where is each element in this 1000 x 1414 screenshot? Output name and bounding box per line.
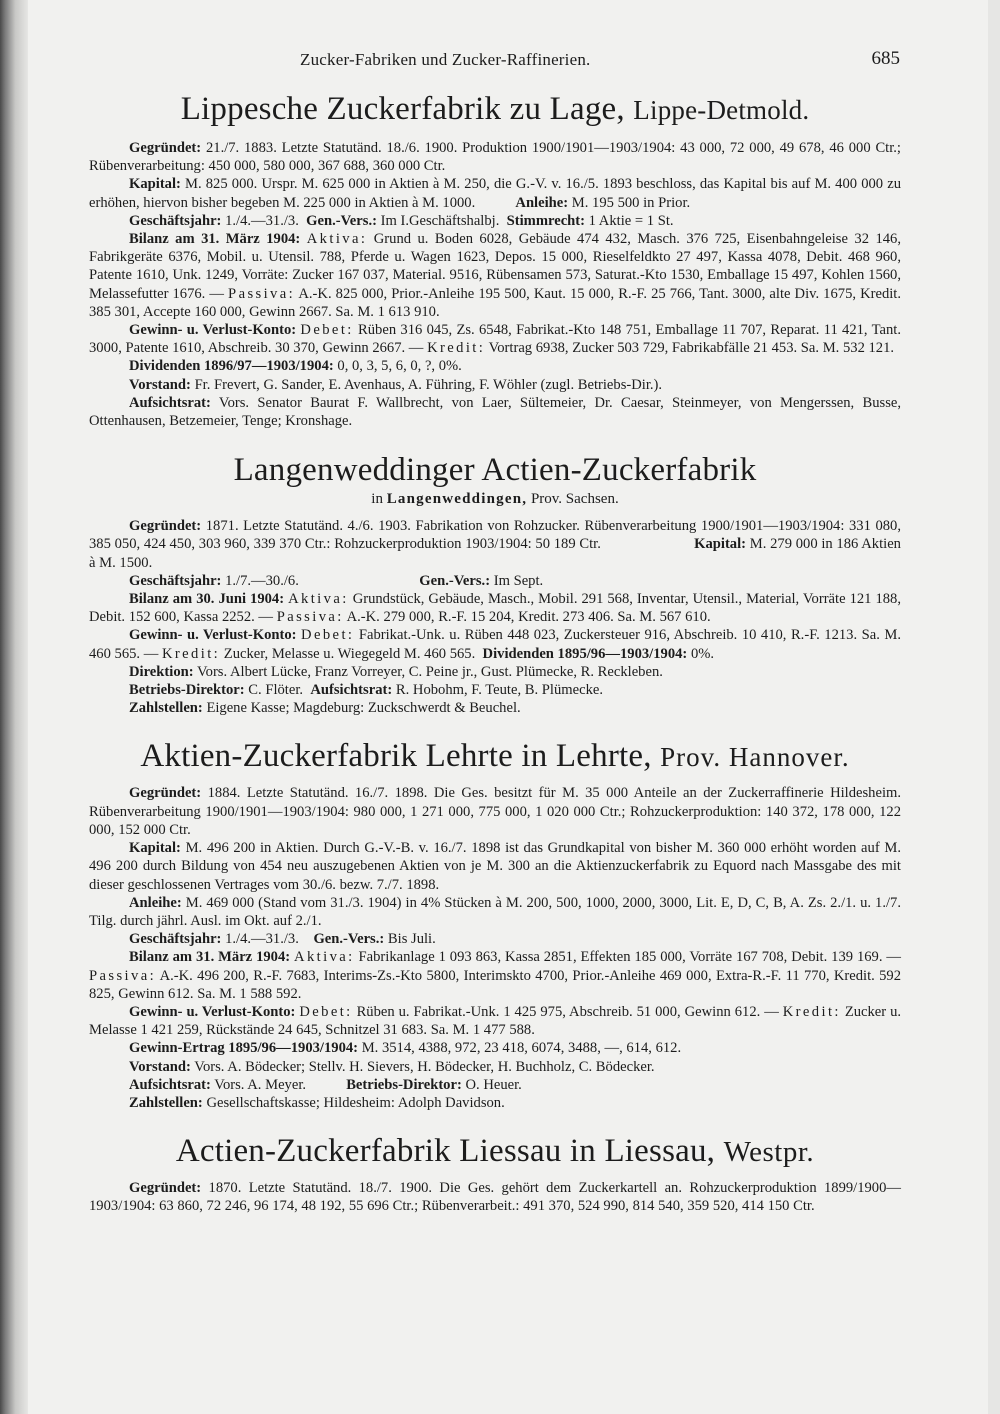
running-head	[0, 48, 1000, 72]
label: Aktiva:	[306, 231, 368, 248]
running-head-title: Zucker-Fabriken und Zucker-Raffinerien.	[300, 50, 591, 69]
fiscal-paragraph	[89, 572, 901, 590]
text: O. Heuer.	[465, 1076, 522, 1093]
text: M. 3514, 4388, 972, 23 418, 6074, 3488, —, 614, 612.	[361, 1040, 682, 1057]
label: Kapital:	[129, 840, 181, 857]
text: M. 496 200 in Aktien. Durch G.-V.-B. v. 16./7. 1898 ist das Grundkapital von bisher M. 360 000 erhöht worden auf M. 496 200 durch Bildung von 454 neu auszugebenen Aktien von je M. 300 an die Aktienzuckerfabrik zu Equord nach Massgabe des mit dieser geschlossenen Vertrages vom 30./6. bezw. 7./7. 1898.	[89, 840, 901, 893]
supervisory-paragraph	[89, 394, 901, 430]
text: Im I.Geschäftshalbj.	[380, 212, 500, 229]
text: Fr. Frevert, G. Sander, E. Avenhaus, A. Führing, F. Wöhler (zugl. Betriebs-Dir.).	[194, 376, 663, 393]
text: 1./7.—30./6.	[225, 572, 299, 589]
label: Debet:	[301, 627, 355, 644]
text: Fabrikat.-Unk. u. Rüben 448 023, Zuckersteuer 916, Abschreib. 10 410, R.-F. 1213. Sa. M. 460 565. —	[89, 627, 901, 662]
company-location: Prov. Hannover.	[660, 742, 850, 773]
label: Geschäftsjahr:	[129, 212, 222, 229]
label: Geschäftsjahr:	[129, 572, 222, 589]
balance-paragraph	[89, 590, 901, 626]
dividends-paragraph	[89, 357, 901, 375]
text: A.-K. 825 000, Prior.-Anleihe 195 500, Kaut. 15 000, R.-F. 25 766, Tant. 3000, alte Div. 1675, Kredit. 385 301, Accepte 160 000, Gewinn 2667. Sa. M. 1 613 910.	[89, 285, 902, 320]
label: Betriebs-Direktor:	[346, 1076, 462, 1093]
text: 1 Aktie = 1 St.	[588, 212, 674, 229]
text: 0, 0, 3, 5, 6, 0, ?, 0%.	[337, 358, 462, 375]
location-place: Langenweddingen,	[386, 491, 528, 508]
label: Bilanz am 31. März 1904:	[129, 231, 301, 248]
label: Gen.-Vers.:	[419, 572, 491, 589]
text: Grund u. Boden 6028, Gebäude 474 432, Masch. 376 725, Eisenbahngeleise 32 146, Fabrikgeräte 6376, Mobil. u. Utensil. 788, Pferde u. Wagen 1623, Depos. 15 000, Rieselfeldkto 27 497, Kassa 4078, Debit. 468 960, Patente 1610, Unk. 1249, Vorräte: Zucker 167 037, Material. 9516, Rübensamen 573, Saturat.-Kto 1530, Emballage 15 497, Kohlen 1560, Melassefutter 1676. —	[89, 231, 901, 302]
text: Zucker u. Melasse 1 421 259, Rückstände 24 645, Schnitzel 31 683. Sa. M. 1 477 588.	[89, 1003, 902, 1039]
entry-liessau	[89, 1130, 901, 1215]
label: Gewinn- u. Verlust-Konto:	[129, 322, 297, 339]
supervisory-paragraph	[89, 1076, 901, 1094]
text: 1./4.—31./3.	[225, 931, 299, 948]
text: 1871. Letzte Statutänd. 4./6. 1903. Fabrikation von Rohzucker. Rübenverarbeitung 1900/1901—1903/1904: 331 080, 385 050, 424 450, 303 960, 339 370 Ctr.: Rohzuckerproduktion 1903/1904: 50 189 Ctr.	[89, 518, 901, 553]
label: Passiva:	[276, 609, 344, 626]
text: Vors. Albert Lücke, Franz Vorreyer, C. Peine jr., Gust. Plümecke, R. Reckleben.	[196, 663, 663, 680]
text: 1870. Letzte Statutänd. 18./7. 1900. Die Ges. gehört dem Zuckerkartell an. Rohzuckerproduktion 1899/1900—1903/1904: 63 860, 72 246, 96 174, 48 192, 55 696 Ctr.; Rübenverarbeit.: 491 370, 524 990, 814 540, 359 520, 414 150 Ctr.	[89, 1180, 901, 1215]
label: Gewinn- u. Verlust-Konto:	[129, 627, 297, 644]
text: Vortrag 6938, Zucker 503 729, Fabrikabfälle 21 453. Sa. M. 532 121.	[488, 340, 895, 357]
label: Geschäftsjahr:	[129, 931, 222, 948]
company-location	[89, 490, 901, 509]
label: Aktiva:	[288, 591, 349, 608]
label: Gegründet:	[129, 785, 202, 802]
label: Anleihe:	[129, 894, 182, 911]
text: M. 195 500 in Prior.	[571, 194, 691, 211]
label: Aufsichtsrat:	[129, 1076, 211, 1093]
label: Passiva:	[89, 967, 157, 984]
founded-paragraph	[89, 784, 901, 839]
direction-paragraph	[89, 663, 901, 681]
label: Gewinn-Ertrag 1895/96—1903/1904:	[129, 1040, 359, 1057]
founded-paragraph	[89, 517, 901, 572]
entry-langenweddinger	[89, 450, 901, 717]
text: Fabrikanlage 1 093 863, Kassa 2851, Effekten 185 000, Vorräte 167 708, Debit. 139 169. —	[358, 949, 901, 966]
text: Grundstück, Gebäude, Masch., Mobil. 291 568, Inventar, Utensil., Material, Vorräte 121 188, Debit. 152 600, Kassa 2252. —	[89, 591, 902, 626]
label: Kapital:	[694, 536, 747, 553]
text: Vors. Senator Baurat F. Wallbrecht, von Laer, Sültemeier, Dr. Caesar, Steinmeyer, von Mengerssen, Busse, Ottenhausen, Betzemeier, Tenge; Kronshage.	[89, 394, 901, 430]
label: Passiva:	[228, 285, 296, 302]
label: Betriebs-Direktor:	[129, 682, 245, 699]
balance-paragraph	[89, 948, 901, 1003]
company-location: Lippe-Detmold.	[633, 95, 810, 125]
founded-paragraph	[89, 139, 901, 175]
fiscal-paragraph	[89, 930, 901, 948]
ops-director-paragraph	[89, 681, 901, 699]
text: 1884. Letzte Statutänd. 16./7. 1898. Die Ges. besitzt für M. 35 000 Anteile an der Zuckerraffinerie Hildesheim. Rübenverarbeitung 1900/1901—1903/1904: 980 000, 1 271 000, 775 000, 1 020 000 Ctr.; Rohzuckerproduktion: 140 372, 178 000, 122 000, 152 000 Ctr.	[89, 785, 901, 838]
location-suffix: Prov. Sachsen.	[530, 491, 619, 508]
paying-agents-paragraph	[89, 1094, 901, 1112]
label: Gegründet:	[129, 140, 202, 156]
label: Gegründet:	[129, 518, 202, 535]
label: Kredit:	[161, 645, 221, 662]
label: Kredit:	[782, 1003, 841, 1020]
profit-loss-paragraph	[89, 1003, 901, 1039]
text: Rüben u. Fabrikat.-Unk. 1 425 975, Abschreib. 51 000, Gewinn 612. —	[356, 1003, 779, 1020]
company-name: Lippesche Zuckerfabrik zu Lage,	[180, 91, 625, 127]
label: Debet:	[299, 1003, 353, 1020]
company-location: Westpr.	[723, 1136, 815, 1169]
label: Gewinn- u. Verlust-Konto:	[129, 1003, 296, 1020]
text: 21./7. 1883. Letzte Statutänd. 18./6. 1900. Produktion 1900/1901—1903/1904: 43 000, 72 000, 49 678, 46 000 Ctr.; Rübenverarbeitung: 450 000, 580 000, 367 688, 360 000 Ctr.	[89, 140, 901, 175]
text: C. Flöter.	[248, 682, 304, 699]
company-title	[89, 735, 901, 778]
company-name: Actien-Zuckerfabrik Liessau in Liessau,	[175, 1133, 716, 1170]
label: Aufsichtsrat:	[310, 682, 393, 699]
company-name: Aktien-Zuckerfabrik Lehrte in Lehrte,	[140, 738, 652, 775]
text: Vors. A. Meyer.	[214, 1076, 307, 1093]
label: Vorstand:	[129, 376, 191, 393]
capital-paragraph	[89, 175, 901, 211]
label: Bilanz am 31. März 1904:	[129, 949, 291, 966]
company-title	[89, 88, 901, 131]
label: Aufsichtsrat:	[129, 394, 211, 411]
founded-paragraph	[89, 1179, 901, 1215]
board-paragraph	[89, 376, 901, 394]
text: Zucker, Melasse u. Wiegegeld M. 460 565.	[223, 645, 476, 662]
label: Kapital:	[129, 176, 181, 193]
paying-agents-paragraph	[89, 699, 901, 717]
label: Stimmrecht:	[506, 212, 586, 229]
page-number: 685	[871, 48, 900, 69]
text: Im Sept.	[493, 572, 544, 589]
text: A.-K. 496 200, R.-F. 7683, Interims-Zs.-Kto 5800, Interimskto 4700, Prior.-Anleihe 469 000, Extra-R.-F. 11 770, Kredit. 592 825, Gewinn 612. Sa. M. 1 588 592.	[89, 967, 902, 1002]
text: M. 469 000 (Stand vom 31./3. 1904) in 4% Stücken à M. 200, 500, 1000, 2000, 3000, Lit. E, D, C, B, A. Zs. 2./1. u. 1./7. Tilg. durch jährl. Ausl. im Okt. auf 2./1.	[89, 894, 901, 929]
label: Bilanz am 30. Juni 1904:	[129, 591, 285, 608]
label: Gen.-Vers.:	[306, 212, 377, 229]
capital-paragraph	[89, 839, 901, 894]
page-content	[89, 86, 901, 1216]
text: Vors. A. Bödecker; Stellv. H. Sievers, H. Bödecker, H. Buchholz, C. Bödecker.	[194, 1058, 655, 1075]
profit-loss-paragraph	[89, 321, 901, 357]
text: M. 825 000. Urspr. M. 625 000 in Aktien à M. 250, die G.-V. v. 16./5. 1893 beschloss, das Kapital bis auf M. 400 000 zu erhöhen, hiervon bisher begeben M. 225 000 in Aktien à M. 1000.	[89, 176, 901, 211]
label: Zahlstellen:	[129, 700, 203, 717]
label: Aktiva:	[294, 949, 355, 966]
label: Kredit:	[427, 340, 486, 357]
text: M. 279 000 in 186 Aktien à M. 1500.	[89, 536, 901, 571]
company-title	[89, 1130, 901, 1173]
text: 0%.	[690, 645, 715, 662]
label: Dividenden 1895/96—1903/1904:	[482, 645, 688, 662]
text: A.-K. 279 000, R.-F. 15 204, Kredit. 273 406. Sa. M. 567 610.	[346, 609, 711, 626]
fiscal-paragraph	[89, 212, 901, 230]
label: Vorstand:	[129, 1058, 191, 1075]
label: Gen.-Vers.:	[313, 931, 385, 948]
label: Direktion:	[129, 663, 194, 680]
text: Bis Juli.	[387, 931, 436, 948]
label: Anleihe:	[515, 194, 569, 211]
entry-lippesche-zuckerfabrik	[89, 88, 901, 430]
text: Gesellschaftskasse; Hildesheim: Adolph Davidson.	[206, 1094, 505, 1111]
company-title: Langenweddinger Actien-Zuckerfabrik	[233, 452, 757, 489]
label: Dividenden 1896/97—1903/1904:	[129, 358, 334, 375]
balance-paragraph	[89, 230, 901, 321]
yield-paragraph	[89, 1039, 901, 1057]
book-binding-shadow	[0, 0, 28, 1414]
text: 1./4.—31./3.	[225, 212, 299, 229]
label: Debet:	[300, 322, 354, 339]
text: R. Hobohm, F. Teute, B. Plümecke.	[395, 682, 603, 699]
profit-loss-paragraph	[89, 626, 901, 662]
text: Eigene Kasse; Magdeburg: Zuckschwerdt & Beuchel.	[206, 700, 521, 717]
label: Zahlstellen:	[129, 1094, 203, 1111]
entry-lehrte	[89, 735, 901, 1112]
label: Gegründet:	[129, 1180, 202, 1197]
text: Rüben 316 045, Zs. 6548, Fabrikat.-Kto 148 751, Emballage 11 707, Reparat. 11 421, Tant. 3000, Patente 1610, Abschreib. 30 370, Gewinn 2667. —	[89, 322, 901, 357]
location-prefix: in	[371, 491, 383, 508]
loan-paragraph	[89, 894, 901, 930]
board-paragraph	[89, 1058, 901, 1076]
